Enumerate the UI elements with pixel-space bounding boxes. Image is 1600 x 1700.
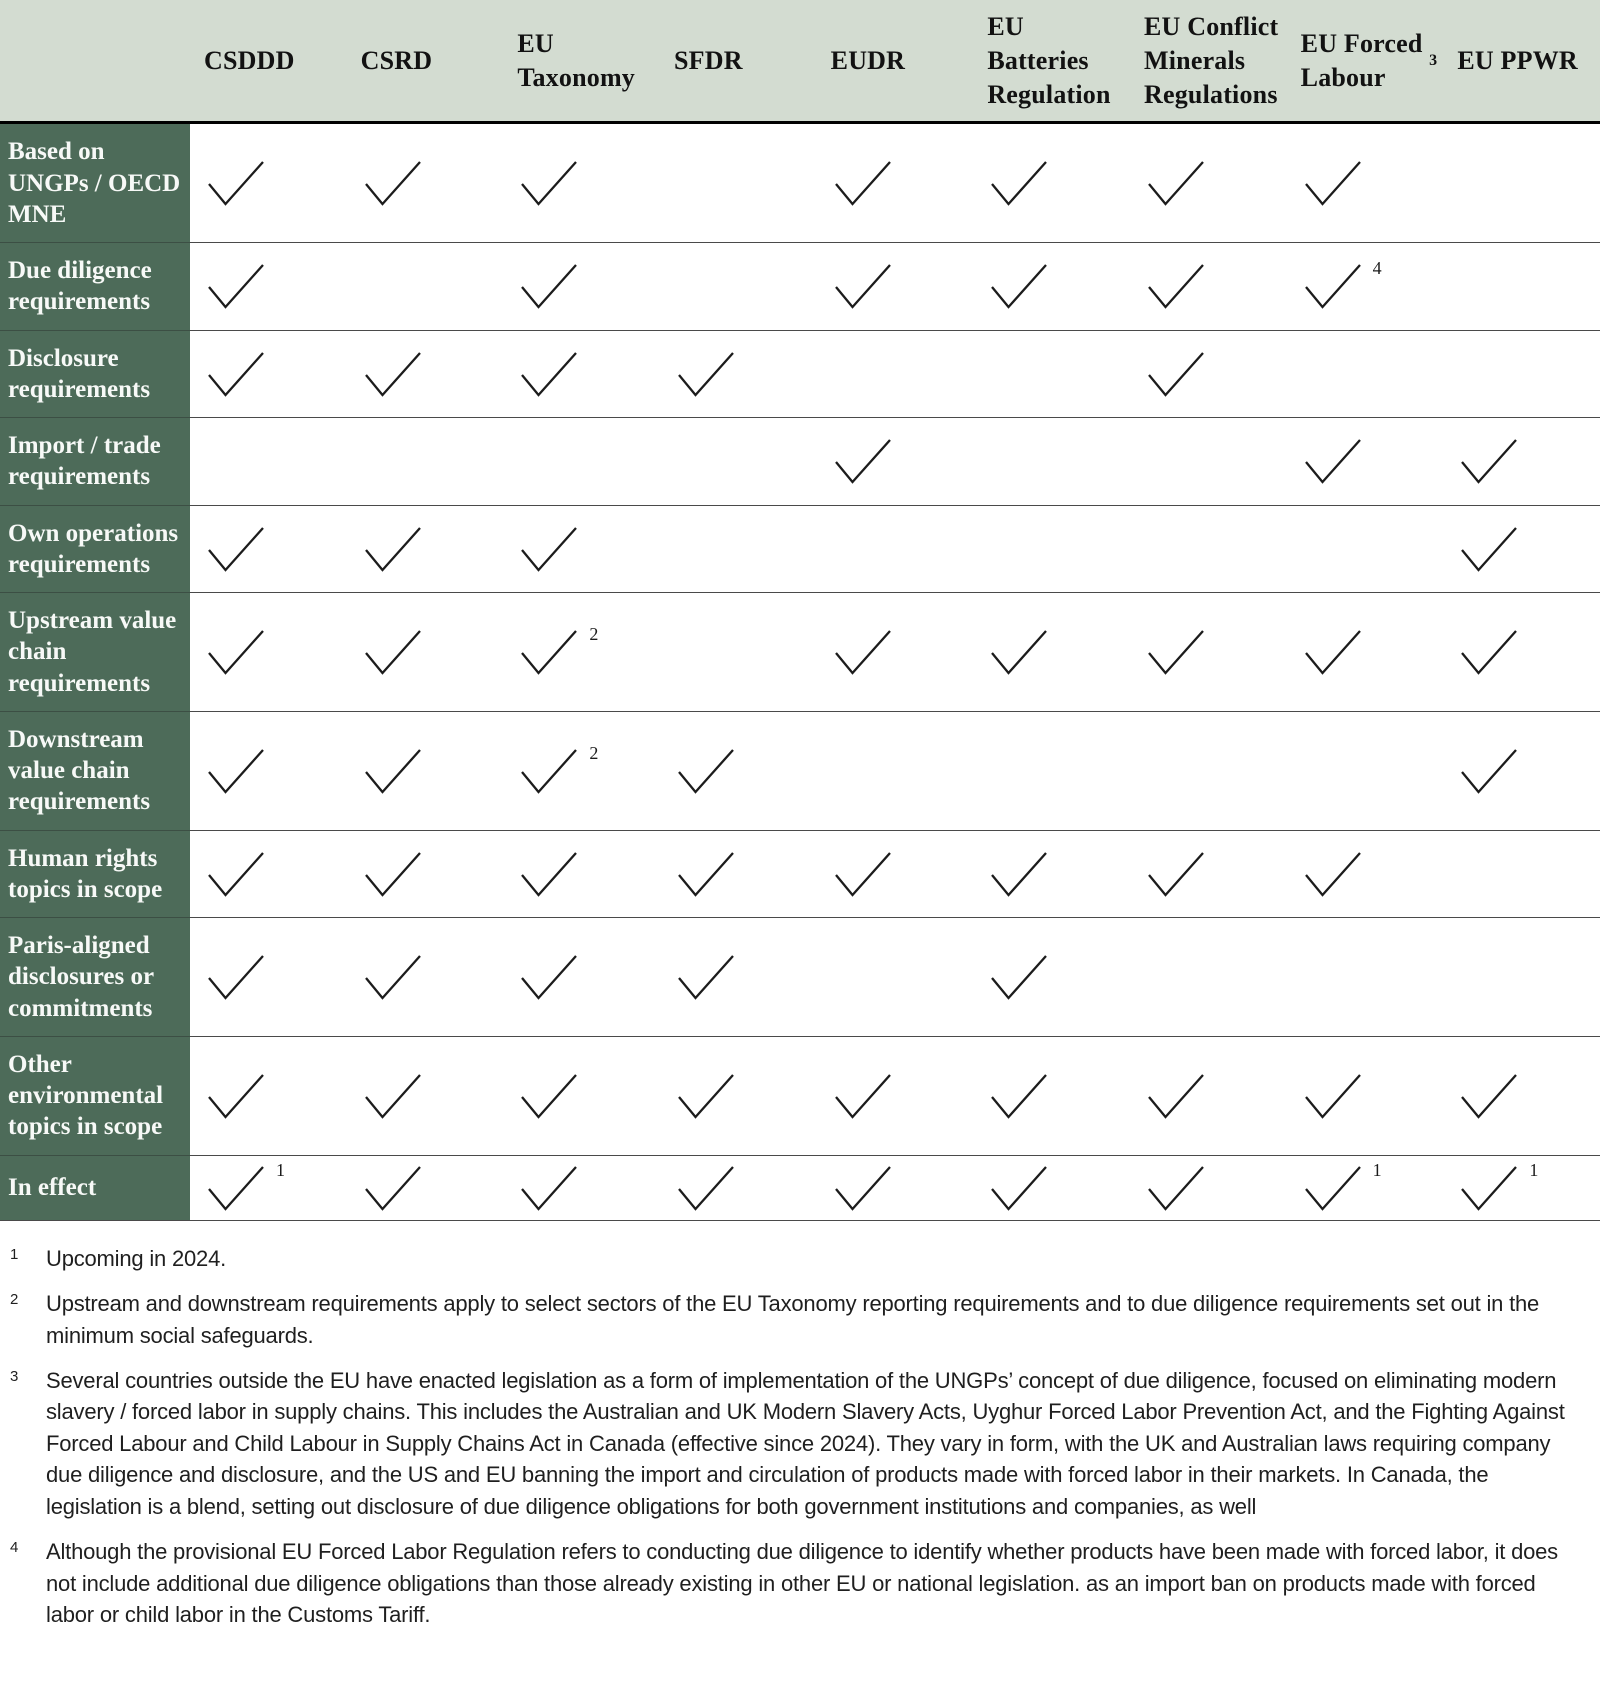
table-cell — [190, 505, 347, 593]
column-header — [503, 0, 660, 124]
check-mark — [1455, 747, 1521, 795]
check-icon — [1455, 1072, 1521, 1120]
footnote-number: 3 — [10, 1368, 19, 1385]
table-cell — [347, 711, 504, 830]
column-header — [1443, 0, 1600, 124]
table-cell — [1287, 1155, 1444, 1221]
table-cell — [660, 330, 817, 418]
table-cell — [1287, 505, 1444, 593]
table-cell — [817, 1155, 974, 1221]
check-mark — [1455, 525, 1521, 573]
check-icon — [985, 1164, 1051, 1212]
check-mark — [515, 1072, 581, 1120]
check-mark — [672, 350, 738, 398]
column-header-label: SFDR — [674, 45, 743, 75]
table-cell — [503, 592, 660, 711]
check-icon — [672, 350, 738, 398]
check-icon — [359, 159, 425, 207]
footnote-item — [10, 1536, 1586, 1630]
table-cell — [660, 917, 817, 1036]
table-cell — [1130, 1155, 1287, 1221]
check-icon — [515, 525, 581, 573]
check-icon — [1142, 159, 1208, 207]
check-icon — [515, 262, 581, 310]
table-cell — [347, 1155, 504, 1221]
table-cell — [503, 417, 660, 505]
table-cell — [1130, 417, 1287, 505]
footnote-text: Upstream and downstream requirements apply to select sectors of the EU Taxonomy reporting requirements and to due diligence requirements set out in the minimum social safeguards. — [46, 1291, 1540, 1348]
table-cell — [973, 417, 1130, 505]
check-footnote-ref: 2 — [589, 742, 599, 763]
check-mark — [1142, 1164, 1208, 1212]
check-icon — [672, 953, 738, 1001]
table-cell — [660, 124, 817, 242]
table-cell — [1443, 1036, 1600, 1155]
check-mark — [1142, 262, 1208, 310]
table-cell — [1130, 917, 1287, 1036]
check-mark — [202, 350, 268, 398]
check-mark — [985, 1164, 1051, 1212]
footnote-number: 4 — [10, 1539, 19, 1557]
column-header-label: EUDR — [830, 45, 906, 75]
check-mark — [359, 747, 425, 795]
table-cell — [817, 711, 974, 830]
column-header — [817, 0, 974, 124]
check-mark — [672, 953, 738, 1001]
table-cell — [973, 592, 1130, 711]
table-corner-cell — [0, 0, 190, 124]
table-cell — [503, 505, 660, 593]
check-mark — [672, 747, 738, 795]
footnote-item — [10, 1243, 1586, 1274]
footnote-item — [10, 1365, 1586, 1522]
check-footnote-ref: 1 — [276, 1159, 285, 1180]
table-cell — [973, 1155, 1130, 1221]
check-icon — [515, 350, 581, 398]
table-cell — [1130, 124, 1287, 242]
table-cell — [503, 330, 660, 418]
check-mark — [515, 262, 581, 310]
check-mark — [829, 1164, 895, 1212]
table-cell — [660, 592, 817, 711]
check-mark — [515, 350, 581, 398]
column-header — [347, 0, 504, 124]
table-cell — [190, 124, 347, 242]
row-label: In effect — [0, 1155, 190, 1221]
check-mark — [1299, 1072, 1365, 1120]
column-header — [973, 0, 1130, 124]
table-cell — [660, 1155, 817, 1221]
check-icon — [1142, 1072, 1208, 1120]
check-icon — [829, 1072, 895, 1120]
check-icon — [202, 747, 268, 795]
check-icon — [1299, 1164, 1365, 1212]
check-mark — [985, 850, 1051, 898]
table-cell — [190, 330, 347, 418]
check-icon — [359, 1072, 425, 1120]
check-mark — [829, 1072, 895, 1120]
table-cell — [503, 830, 660, 918]
check-icon — [202, 628, 268, 676]
check-mark — [1455, 437, 1521, 485]
table-cell — [1287, 124, 1444, 242]
footnote-number: 2 — [10, 1291, 19, 1309]
check-icon — [985, 628, 1051, 676]
column-header-label: EU Forced Labour — [1300, 28, 1423, 92]
table-cell — [1443, 592, 1600, 711]
table-cell — [1443, 505, 1600, 593]
column-header-label: EU PPWR — [1457, 45, 1578, 75]
check-icon — [985, 159, 1051, 207]
check-icon — [359, 628, 425, 676]
check-mark — [1142, 850, 1208, 898]
check-mark — [515, 953, 581, 1001]
check-mark — [359, 350, 425, 398]
check-mark — [202, 1072, 268, 1120]
footnote-number: 1 — [10, 1245, 19, 1263]
check-icon — [985, 850, 1051, 898]
check-icon — [1142, 1164, 1208, 1212]
table-cell — [1443, 330, 1600, 418]
column-header — [1130, 0, 1287, 124]
row-label: Paris-aligned disclosures or commitments — [0, 917, 190, 1036]
row-label: Import / trade requirements — [0, 417, 190, 505]
column-header — [190, 0, 347, 124]
check-icon — [672, 850, 738, 898]
check-icon — [1142, 628, 1208, 676]
check-icon — [1299, 628, 1365, 676]
table-cell — [1287, 330, 1444, 418]
check-icon — [515, 628, 581, 676]
table-cell — [1287, 1036, 1444, 1155]
table-cell — [503, 124, 660, 242]
check-mark — [985, 628, 1051, 676]
table-cell — [1287, 242, 1444, 330]
check-mark — [515, 624, 599, 676]
footnote-item — [10, 1288, 1586, 1351]
check-mark — [1299, 628, 1365, 676]
check-mark — [829, 628, 895, 676]
check-icon — [1455, 628, 1521, 676]
table-cell — [347, 242, 504, 330]
table-cell — [347, 830, 504, 918]
table-cell — [1443, 1155, 1600, 1221]
table-cell — [190, 1036, 347, 1155]
table-cell — [973, 505, 1130, 593]
table-cell — [817, 917, 974, 1036]
row-label: Disclosure requirements — [0, 330, 190, 418]
check-mark — [202, 1159, 285, 1212]
check-icon — [515, 159, 581, 207]
check-mark — [1299, 258, 1382, 310]
table-cell — [347, 330, 504, 418]
check-icon — [1299, 262, 1365, 310]
table-cell — [1443, 711, 1600, 830]
table-cell — [190, 417, 347, 505]
table-cell — [1287, 417, 1444, 505]
footnote-text: Several countries outside the EU have enacted legislation as a form of implementation of the UNGPs’ concept of due diligence, focused on eliminating modern slavery / forced labor in supply chains. This includes the Australian and UK Modern Slavery Acts, Uyghur Forced Labor Prevention Act, and the Fighting Against Forced Labour and Child Labour in Supply Chains Act in Canada (effective since 2024). They vary in form, with the UK and Australian laws requiring company due diligence and disclosure, and the US and EU banning the import and circulation of products made with forced labor in their markets. In Canada, the legislation is a blend, setting out disclosure of due diligence obligations for both government institutions and companies, as well — [46, 1368, 1565, 1519]
footnotes — [0, 1221, 1600, 1631]
check-icon — [1299, 159, 1365, 207]
table-cell — [190, 917, 347, 1036]
table-cell — [817, 830, 974, 918]
table-cell — [347, 592, 504, 711]
row-label: Downstream value chain requirements — [0, 711, 190, 830]
footnote-text: Although the provisional EU Forced Labor Regulation refers to conducting due diligence to identify whether products have been made with forced labor, it does not include additional due diligence obligations than those already existing in other EU or national legislation. as an import ban on products made with forced labor or child labor in the Customs Tariff. — [46, 1539, 1558, 1628]
check-icon — [1142, 850, 1208, 898]
table-cell — [1130, 242, 1287, 330]
check-icon — [515, 953, 581, 1001]
check-mark — [1299, 437, 1365, 485]
check-icon — [829, 628, 895, 676]
check-mark — [515, 850, 581, 898]
check-mark — [1299, 159, 1365, 207]
check-icon — [359, 525, 425, 573]
table-cell — [347, 417, 504, 505]
row-label: Upstream value chain requirements — [0, 592, 190, 711]
check-mark — [985, 1072, 1051, 1120]
check-icon — [1455, 437, 1521, 485]
check-mark — [829, 437, 895, 485]
table-cell — [190, 592, 347, 711]
check-mark — [672, 1072, 738, 1120]
table-cell — [817, 124, 974, 242]
check-icon — [359, 953, 425, 1001]
check-icon — [515, 1072, 581, 1120]
check-icon — [672, 747, 738, 795]
check-footnote-ref: 1 — [1529, 1159, 1539, 1180]
check-icon — [202, 953, 268, 1001]
table-cell — [660, 505, 817, 593]
row-label: Other environmental topics in scope — [0, 1036, 190, 1155]
table-cell — [660, 711, 817, 830]
check-mark — [829, 159, 895, 207]
table-cell — [1130, 1036, 1287, 1155]
table-cell — [503, 711, 660, 830]
check-icon — [202, 1072, 268, 1120]
column-header-label: CSDDD — [204, 45, 295, 75]
table-cell — [817, 330, 974, 418]
check-mark — [202, 159, 268, 207]
column-header-label: CSRD — [360, 45, 433, 75]
check-icon — [359, 1164, 425, 1212]
table-cell — [660, 417, 817, 505]
check-icon — [985, 1072, 1051, 1120]
table-cell — [1443, 417, 1600, 505]
table-cell — [973, 330, 1130, 418]
footnote-text: Upcoming in 2024. — [46, 1245, 227, 1271]
check-mark — [359, 850, 425, 898]
table-cell — [190, 242, 347, 330]
check-icon — [1299, 1072, 1365, 1120]
check-icon — [202, 262, 268, 310]
table-cell — [1443, 917, 1600, 1036]
check-icon — [515, 850, 581, 898]
table-cell — [503, 1155, 660, 1221]
row-label: Own operations requirements — [0, 505, 190, 593]
check-mark — [672, 1164, 738, 1212]
check-icon — [985, 262, 1051, 310]
table-cell — [817, 417, 974, 505]
table-cell — [1287, 917, 1444, 1036]
table-cell — [817, 505, 974, 593]
check-icon — [202, 525, 268, 573]
table-cell — [190, 711, 347, 830]
check-mark — [359, 159, 425, 207]
check-icon — [359, 850, 425, 898]
table-cell — [347, 1036, 504, 1155]
table-cell — [1287, 592, 1444, 711]
check-mark — [359, 1164, 425, 1212]
check-mark — [515, 742, 599, 795]
column-header: EU Forced Labour 3 — [1287, 0, 1444, 124]
check-mark — [515, 1164, 581, 1212]
check-icon — [1455, 747, 1521, 795]
table-cell — [347, 505, 504, 593]
table-cell — [1130, 330, 1287, 418]
check-icon — [359, 350, 425, 398]
table-cell — [503, 1036, 660, 1155]
table-cell — [973, 242, 1130, 330]
check-icon — [515, 747, 581, 795]
check-mark — [1142, 628, 1208, 676]
check-mark — [1142, 1072, 1208, 1120]
check-mark — [985, 953, 1051, 1001]
check-icon — [515, 1164, 581, 1212]
check-mark — [515, 525, 581, 573]
check-icon — [1455, 525, 1521, 573]
check-icon — [202, 1164, 268, 1212]
check-mark — [359, 525, 425, 573]
table-cell — [347, 917, 504, 1036]
row-label: Human rights topics in scope — [0, 830, 190, 918]
check-mark — [202, 525, 268, 573]
check-mark — [202, 262, 268, 310]
check-icon — [1142, 262, 1208, 310]
check-icon — [1142, 350, 1208, 398]
check-icon — [672, 1164, 738, 1212]
table-cell — [973, 1036, 1130, 1155]
table-cell — [503, 242, 660, 330]
table-cell — [1130, 830, 1287, 918]
check-mark — [359, 953, 425, 1001]
table-cell — [973, 124, 1130, 242]
check-mark — [1299, 1159, 1382, 1212]
check-footnote-ref: 1 — [1372, 1159, 1382, 1180]
table-cell — [1287, 830, 1444, 918]
check-mark — [1455, 628, 1521, 676]
table-cell — [817, 1036, 974, 1155]
check-mark — [359, 628, 425, 676]
check-icon — [202, 159, 268, 207]
check-icon — [985, 953, 1051, 1001]
check-mark — [359, 1072, 425, 1120]
check-mark — [202, 850, 268, 898]
check-icon — [1455, 1164, 1521, 1212]
column-header — [660, 0, 817, 124]
table-cell — [190, 830, 347, 918]
table-cell — [1443, 124, 1600, 242]
check-mark — [985, 159, 1051, 207]
table-cell — [1443, 242, 1600, 330]
check-icon — [829, 159, 895, 207]
check-icon — [1299, 437, 1365, 485]
row-label: Due diligence requirements — [0, 242, 190, 330]
check-mark — [672, 850, 738, 898]
check-mark — [515, 159, 581, 207]
check-mark — [1142, 159, 1208, 207]
check-mark — [985, 262, 1051, 310]
table-cell — [817, 242, 974, 330]
table-cell — [1287, 711, 1444, 830]
check-mark — [1455, 1072, 1521, 1120]
check-mark — [1299, 850, 1365, 898]
check-mark — [202, 953, 268, 1001]
table-cell — [1130, 592, 1287, 711]
table-cell — [1130, 711, 1287, 830]
check-icon — [829, 437, 895, 485]
row-label: Based on UNGPs / OECD MNE — [0, 124, 190, 242]
table-cell — [660, 1036, 817, 1155]
table-cell — [503, 917, 660, 1036]
check-footnote-ref: 4 — [1372, 258, 1382, 279]
table-cell — [973, 830, 1130, 918]
column-header-label: EU Taxonomy — [517, 28, 636, 92]
check-mark — [1455, 1159, 1539, 1212]
check-mark — [829, 850, 895, 898]
table-cell — [973, 917, 1130, 1036]
check-icon — [829, 1164, 895, 1212]
check-icon — [202, 850, 268, 898]
check-icon — [202, 350, 268, 398]
check-mark — [829, 262, 895, 310]
table-cell — [660, 242, 817, 330]
table-cell — [1130, 505, 1287, 593]
check-footnote-ref: 2 — [589, 624, 599, 645]
check-icon — [829, 262, 895, 310]
table-cell — [660, 830, 817, 918]
check-icon — [829, 850, 895, 898]
check-icon — [1299, 850, 1365, 898]
check-mark — [202, 747, 268, 795]
check-mark — [202, 628, 268, 676]
check-icon — [359, 747, 425, 795]
check-mark — [1142, 350, 1208, 398]
table-cell — [817, 592, 974, 711]
table-cell — [973, 711, 1130, 830]
column-header-label: EU Conflict Minerals Regulations — [1144, 12, 1279, 109]
table-cell — [347, 124, 504, 242]
table-cell — [1443, 830, 1600, 918]
check-icon — [672, 1072, 738, 1120]
column-header-label: EU Batteries Regulation — [987, 12, 1111, 109]
table-cell — [190, 1155, 347, 1221]
